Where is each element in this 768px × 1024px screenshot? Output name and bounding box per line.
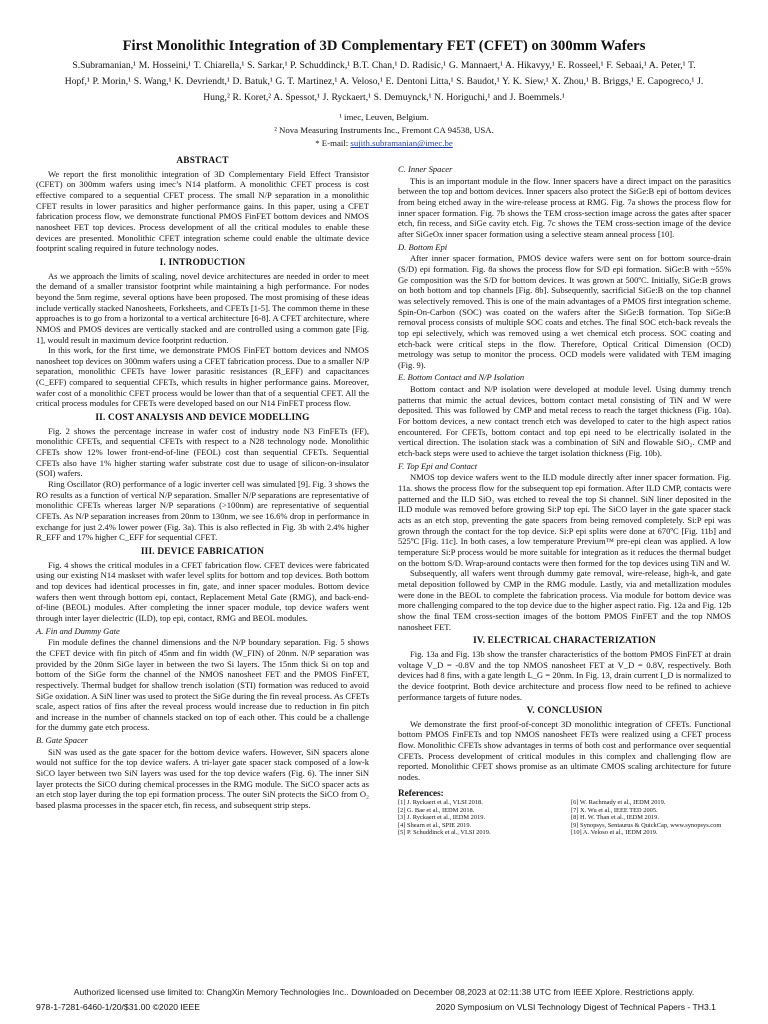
affiliation-nova: ² Nova Measuring Instruments Inc., Fremont CA 94538, USA. [274,125,494,136]
references-column-1 [398,799,568,837]
bottom-epi-paragraph-1: After inner spacer formation, PMOS device wafers were sent on for bottom source-drain (S/D) epi formation. Fig. 8a shows the process flow for S/D epi formation. SiGe:B with ~55% Ge composition was the S/D for bottom devices. It was grown at 500ºC. Initially, SiGe:B grows on both bottom and top channels [Fig. 8b]. Subsequently, sacrificial SiGe:B on the top channel was selectively removed. This is one of the main advantages of a PMOS first integration scheme. Spin-On-Carbon (SOC) was coated on the wafers after the SiGe:B formation. Top SiGe:B removal process consists of multiple SOC coats and etches. The final SOC etch-back reveals the top epi selectively, which was removed using a wet chemical etch process. SOC coating and etch-back were critical steps in the flow. Therefore, Optical Critical Dimension (OCD) metrology was setup to monitor the process. OCD models were validated with TEM imaging (Fig. 9). [398,253,731,370]
references-list [398,799,731,837]
electrical-paragraph-1: Fig. 13a and Fig. 13b show the transfer characteristics of the bottom PMOS FinFET at drain voltage V_D = -0.8V and the top NMOS nanosheet FET at V_D = 0.8V, respectively. Both devices had 8 fins, with a gate length L_G = 20nm. In Fig. 13, drain current I_D is normalized to the device footprint. Both device architecture and process flow need to be refined to achieve performance targets of future nodes. [398,648,731,702]
gate-spacer-subheading: B. Gate Spacer [36,735,88,746]
reference-item: [4] Shearn et al., SPIE 2019. [398,821,472,829]
top-epi-subheading: F. Top Epi and Contact [398,460,478,471]
author-list: S.Subramanian,¹ M. Hosseini,¹ T. Chiarella,¹ S. Sarkar,¹ P. Schuddinck,¹ B.T. Chan,¹ D. Radisic,¹ G. Mannaert,¹ A. Hikavyy,¹ E. Rosseel,¹ F. Sebaai,¹ A. Peter,¹ T. Hopf,¹ P. Morin,¹ S. Wang,¹ K. Devriendt,¹ D. Batuk,¹ G. T. Martinez,¹ A. Veloso,¹ E. Dentoni Litta,¹ S. Baudot,¹ Y. K. Siew,¹ X. Zhou,¹ B. Briggs,¹ E. Capogreco,¹ J. Hung,² R. Koret,² A. Spessot,¹ J. Ryckaert,¹ S. Demuynck,¹ N. Horiguchi,¹ and J. Boemmels.¹ [64,60,704,103]
cost-heading: II. COST ANALYSIS AND DEVICE MODELLING [95,413,310,424]
fin-paragraph-1: Fin module defines the channel dimensions and the N/P boundary separation. Fig. 5 shows the CFET device with fin pitch of 45nm and fin width (W_FIN) of 20nm. N/P separation was provided by the 20nm SiGe layer in between the two Si layers. The 15nm thick Si on top and bottom of the SiGe form the channel of the NMOS nanosheet FET and the PMOS FinFET, respectively. Thermal budget for shallow trench isolation (STI) formation was reduced to avoid SiGe oxidation. A SiN liner was used to protect the SiGe during the fin reveal process. As CFETs scale, aspect ratios of fins after the reveal process would increase due to reduction in fin pitch and increase in the number of channels stacked on top of each other. This could be a challenge for the dummy gate etch process. [36,637,369,733]
fabrication-heading: III. DEVICE FABRICATION [140,546,265,557]
references-heading: References: [398,787,444,798]
email-line [0,137,768,150]
left-column [36,152,369,811]
reference-item: [3] J. Ryckaert et al., IEDM 2019. [398,814,486,822]
affiliation-imec: ¹ imec, Leuven, Belgium. [339,112,429,122]
intro-heading: I. INTRODUCTION [159,257,246,268]
affiliations [0,111,768,151]
reference-item: [9] Synopsys, Sentaurus & QuickCap, www.synopsys.com [571,821,722,829]
intro-paragraph-1: As we approach the limits of scaling, novel device architectures are needed in order to meet the demand of a smaller transistor footprint while maintaining a high performance. For nodes beyond the 5nm regime, several options have been proposed. The most promising of these ideas include vertically stacked Nanosheets, Forksheets, and CFETs [1-5]. The common theme in these approaches is to go from a horizontal to a vertical architecture [6-8]. A CFET architecture, where NMOS and PMOS devices are vertically stacked and are controlled using a common gate [Fig. 1], would result in maximum device footprint reduction. [36,270,369,345]
bottom-contact-subheading: E. Bottom Contact and N/P Isolation [398,372,525,383]
venue-footer: 2020 Symposium on VLSI Technology Digest of Technical Papers - TH3.1 [436,1002,716,1012]
abstract-text: We report the first monolithic integration of 3D Complementary Field Effect Transistor (CFET) on 300mm wafers using imec’s N14 platform. A monolithic CFET process is cost effective compared to a sequential CFET process. The small N/P separation in a monolithic CFET results in lower parasitics and higher performance gains. In this paper, using a CFET fabrication process flow, we demonstrate functional PMOS FinFET bottom devices and NMOS nanosheet FET top devices. Process development of all the critical modules to enable these devices are presented. Monolithic CFET integration scheme could enable the ultimate device footprint scaling required in future technology nodes. [36,168,369,254]
top-epi-paragraph-1: NMOS top device wafers went to the ILD module directly after inner spacer formation. Fig. 11a. shows the process flow for the subsequent top epi formation. After ILD CMP, contacts were patterned and the ILD SiO₂ was etched to reveal the top Si channel. SiN liner deposited in the ILD module was removed before growing Si:P top epi. The SiCO layer in the gate spacer stack acts as an etch stop, preventing the gate spacers from being removed completely. Si:P epi was grown through the contact for the top device. Si:P epi splits were done at 670ºC [Fig. 11b] and 525ºC [Fig. 11c]. In both cases, a low temperature Previum™ pre-epi clean was applied. A low temperature Si:P process would be more suitable for integration as it reduces the thermal budget on the bottom S/D. Wrap-around contacts were then formed for the top devices using TiN and W. [398,472,731,568]
bottom-epi-subheading: D. Bottom Epi [398,241,448,252]
inner-spacer-subheading: C. Inner Spacer [398,164,453,174]
reference-item: [2] G. Bae et al., IEDM 2018. [398,806,475,814]
email-link[interactable]: sujith.subramanian@imec.be [350,138,453,149]
top-epi-paragraph-2: Subsequently, all wafers went through dummy gate removal, wire-release, high-k, and gate metal deposition followed by CMP in the RMG module. Lastly, via and metallization modules were done in the BEOL to complete the fabrication process. Via module for bottom device was more challenging compared to the top device due to the higher aspect ratio. Fig. 12a and Fig. 12b show the final TEM cross-section images of the bottom PMOS FinFET and the top NMOS nanosheet FET. [398,568,731,632]
inner-spacer-paragraph-1: This is an important module in the flow. Inner spacers have a direct impact on the parasitics between the top and bottom devices. Inner spacers also protect the SiGe:B epi of bottom devices from being etched away in the wire-release process at RMG. Fig. 7a shows the process flow for inner spacer formation. Fig. 7b shows the TEM cross-section image across the gates after spacer etch, fin recess, and SiGe cavity etch. Fig. 7c shows the TEM cross-section image of the device after SiGeOx inner spacer formation using a selective steam anneal process [10]. [398,175,731,239]
paper-title: First Monolithic Integration of 3D Complementary FET (CFET) on 300mm Wafers [122,38,646,54]
conclusion-paragraph-1: We demonstrate the first proof-of-concept 3D monolithic integration of CFETs. Functional bottom PMOS FinFETs and top NMOS nanosheet FETs were realized using a CFET process flow. Monolithic CFETs show advantages in terms of both cost and performance over sequential CFETs. Process development of critical modules in this complex and challenging flow are reported. Monolithic CFET shows promise as an ultimate CMOS scaling architecture for future nodes. [398,718,731,783]
gate-spacer-paragraph-1: SiN was used as the gate spacer for the bottom device wafers. However, SiN spacers alone would not suffice for the top device wafers. A tri-layer gate spacer stack composed of a low-k SiCO layer between two SiN layers was used for the top device wafers (Fig. 6). The inner SiN layer protects the SiCO during chemical processes in the RMG module. The SiCO spacer acts as an etch stop layer during the top epi formation process. The outer SiN protects the SiCO from O₂ based plasma processes in the spacer etch, fin recess, and subsequent strip steps. [36,746,369,811]
references-column-2 [571,799,731,837]
reference-item: [8] H. W. Than et al., IEDM 2019. [571,814,659,822]
electrical-heading: IV. ELECTRICAL CHARACTERIZATION [473,636,656,647]
abstract-heading: ABSTRACT [176,156,229,166]
reference-item: [7] X. Wu et al., IEEE TED 2005. [571,806,658,814]
fabrication-paragraph-1: Fig. 4 shows the critical modules in a CFET fabrication flow. CFET devices were fabricated using our existing N14 maskset with wafer level splits for bottom and top devices. Both bottom and top devices had identical processes in fin, gate, and inner spacer modules. Bottom device wafers then went through bottom epi, contact, Replacement Metal Gate (RMG), and back-end-of-line (BEOL) modules. After completing the inner spacer module, top device wafers went through inter layer dielectric (ILD), top epi, contact, RMG and BEOL modules. [36,559,369,623]
cost-paragraph-2: Ring Oscillator (RO) performance of a logic inverter cell was simulated [9]. Fig. 3 shows the RO results as a function of vertical N/P separation. Smaller N/P separations are representative of monolithic CFETs whereas larger N/P separations (>100nm) are representative of sequential CFETs. As N/P separation increases from 20nm to 130nm, we see 16.6% drop in performance in exchange for just 2.4% lower power (Fig. 3a). This is also reflected in Fig. 3b with 2.4% higher R_EFF and 17% higher C_EFF for sequential CFET. [36,479,369,543]
right-column [398,162,731,837]
reference-item: [1] J. Ryckaert et al., VLSI 2018. [398,799,483,807]
fin-subheading: A. Fin and Dummy Gate [36,625,120,636]
reference-item: [10] A. Veloso et al., IEDM 2019. [571,829,658,837]
reference-item: [6] W. Rachmady et al., IEDM 2019. [571,799,666,807]
reference-item: [5] P. Schuddinck et al., VLSI 2019. [398,829,491,837]
bottom-contact-paragraph-1: Bottom contact and N/P isolation were developed at module level. Using dummy trench patterns that mimic the actual devices, bottom contact metal consisting of TiN and W were deposited. This was followed by CMP and metal recess to reach the target thickness (Fig. 10a). For bottom devices, a new contact trench etch was developed to cater to the high aspect ratios encountered. For CFETs, bottom contact and top epi need to be electrically isolated in the vertical direction. The isolation stack was a combination of SiN and flowable SiO₂. CMP and etch-back steps were used to achieve the target isolation thickness (Fig. 10b). [398,384,731,459]
cost-paragraph-1: Fig. 2 shows the percentage increase in wafer cost of industry node N3 FinFETs (FF), monolithic CFETs, and sequential CFETs with respect to a N28 technology node. Monolithic CFETs show 12% lower front-end-of-line (FEOL) cost than sequential CFETs. Sequential CFETs also have 1% higher starting wafer substrate cost due to usage of silicon-on-insulator (SOI) wafers. [36,425,369,479]
conclusion-heading: V. CONCLUSION [526,706,603,717]
license-notice: Authorized licensed use limited to: ChangXin Memory Technologies Inc.. Downloaded on December 08,2023 at 02:11:38 UTC from IEEE Xplore. Restrictions apply. [73,987,695,997]
isbn-copyright: 978-1-7281-6460-1/20/$31.00 ©2020 IEEE [36,1002,201,1012]
email-label: * E-mail: [315,138,349,149]
intro-paragraph-2: In this work, for the first time, we demonstrate PMOS FinFET bottom devices and NMOS nanosheet top devices on 300mm wafers using a CFET fabrication process. Due to a smaller N/P separation, monolithic CFETs have lower parasitic resistances (R_EFF) and capacitances (C_EFF) compared to sequential CFETs, which results in higher performance gains. Moreover, wafer cost of a monolithic CFET process would be lower than that of a sequential CFET. All the critical process modules for CFETs were developed based on our N14 FinFET process flow. [36,345,369,409]
